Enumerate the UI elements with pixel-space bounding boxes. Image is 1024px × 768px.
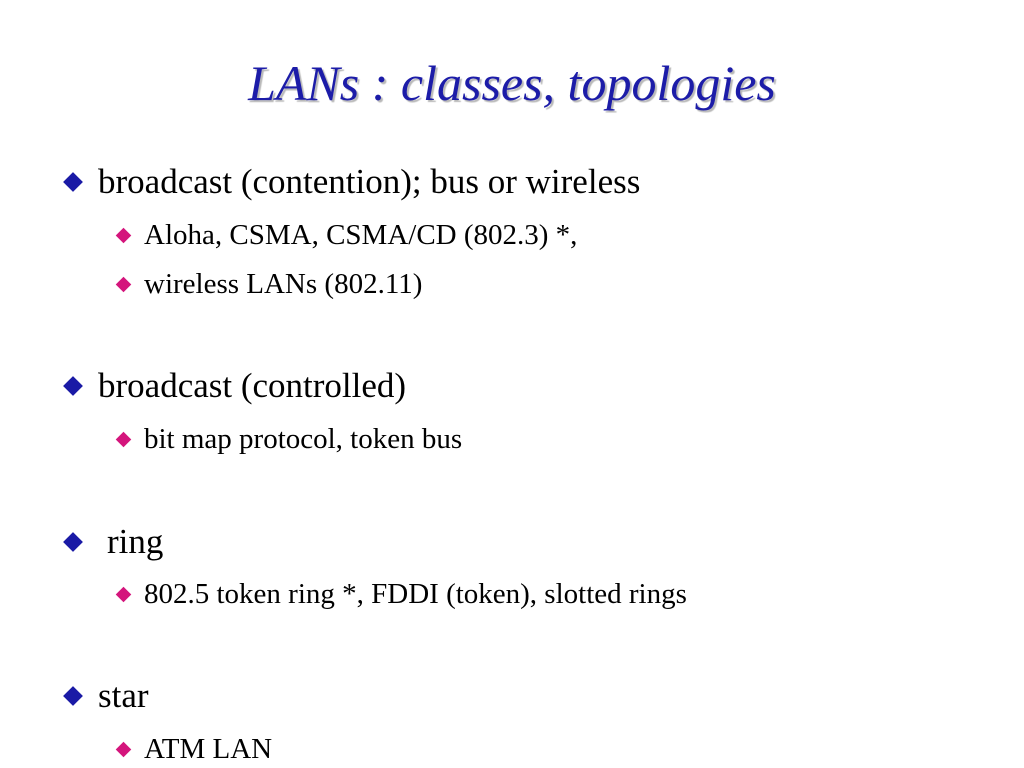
bullet-text: broadcast (controlled) bbox=[98, 366, 407, 405]
diamond-bullet-icon bbox=[63, 532, 83, 552]
slide-title: LANs : classes, topologies bbox=[248, 55, 776, 111]
bullet-broadcast-controlled bbox=[0, 364, 1024, 408]
diamond-bullet-icon bbox=[116, 742, 132, 758]
diamond-bullet-icon bbox=[63, 172, 83, 192]
bullet-star bbox=[0, 674, 1024, 718]
sub-bullet-aloha-csma bbox=[0, 217, 1024, 253]
bullet-text: star bbox=[98, 676, 149, 715]
diamond-bullet-icon bbox=[116, 277, 132, 293]
diamond-bullet-icon bbox=[116, 432, 132, 448]
sub-bullet-text: Aloha, CSMA, CSMA/CD (802.3) *, bbox=[144, 219, 578, 251]
sub-bullet-text: 802.5 token ring *, FDDI (token), slotted rings bbox=[144, 578, 687, 610]
diamond-bullet-icon bbox=[116, 587, 132, 603]
bullet-ring bbox=[0, 520, 1024, 564]
diamond-bullet-icon bbox=[63, 376, 83, 396]
sub-bullet-text: bit map protocol, token bus bbox=[144, 423, 463, 455]
sub-bullet-bit-map-protocol bbox=[0, 421, 1024, 457]
bullet-text: broadcast (contention); bus or wireless bbox=[98, 162, 641, 201]
bullet-broadcast-contention bbox=[0, 160, 1024, 204]
sub-bullet-atm-lan bbox=[0, 731, 1024, 767]
diamond-bullet-icon bbox=[116, 228, 132, 244]
sub-bullet-wireless-lans bbox=[0, 266, 1024, 302]
diamond-bullet-icon bbox=[63, 686, 83, 706]
sub-bullet-token-ring bbox=[0, 576, 1024, 612]
sub-bullet-text: wireless LANs (802.11) bbox=[144, 268, 423, 300]
sub-bullet-text: ATM LAN bbox=[144, 733, 273, 765]
bullet-text: ring bbox=[107, 522, 164, 561]
